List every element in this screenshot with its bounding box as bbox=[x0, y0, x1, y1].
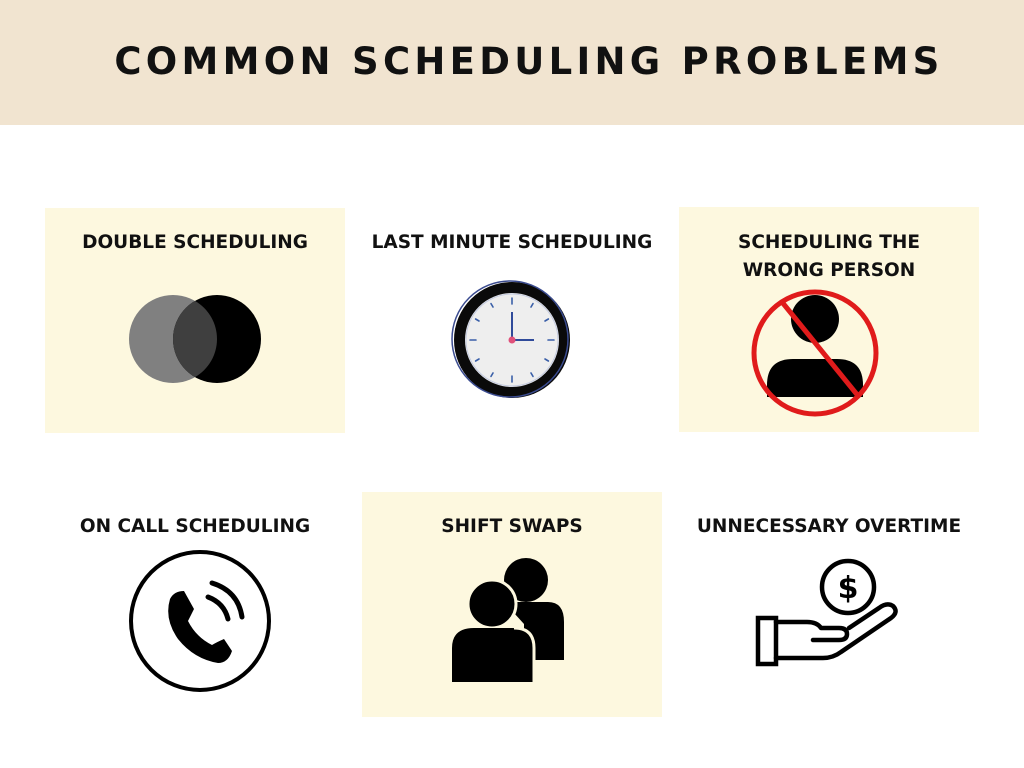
card-shift-swaps bbox=[362, 492, 662, 717]
card-last-minute-scheduling bbox=[362, 208, 662, 433]
phone-call-icon bbox=[128, 551, 274, 697]
header-band bbox=[0, 0, 1024, 125]
hand-holding-dollar-icon bbox=[753, 556, 903, 674]
two-people-icon bbox=[452, 556, 572, 686]
card-scheduling-wrong-person bbox=[679, 207, 979, 432]
card-double-scheduling bbox=[45, 208, 345, 433]
card-label: SHIFT SWAPS bbox=[441, 516, 583, 537]
card-label: LAST MINUTE SCHEDULING bbox=[371, 232, 653, 253]
card-label: SCHEDULING THE WRONG PERSON bbox=[738, 232, 920, 281]
card-unnecessary-overtime bbox=[679, 492, 979, 717]
card-on-call-scheduling bbox=[45, 492, 345, 717]
card-label: UNNECESSARY OVERTIME bbox=[696, 516, 962, 537]
card-label: ON CALL SCHEDULING bbox=[79, 516, 311, 537]
page-title: COMMON SCHEDULING PROBLEMS bbox=[114, 40, 944, 83]
card-label: DOUBLE SCHEDULING bbox=[82, 232, 308, 253]
clock-icon bbox=[450, 278, 574, 402]
overlapping-circles-icon bbox=[125, 291, 265, 391]
svg-text:$: $ bbox=[837, 571, 859, 606]
prohibited-person-icon bbox=[749, 287, 881, 419]
